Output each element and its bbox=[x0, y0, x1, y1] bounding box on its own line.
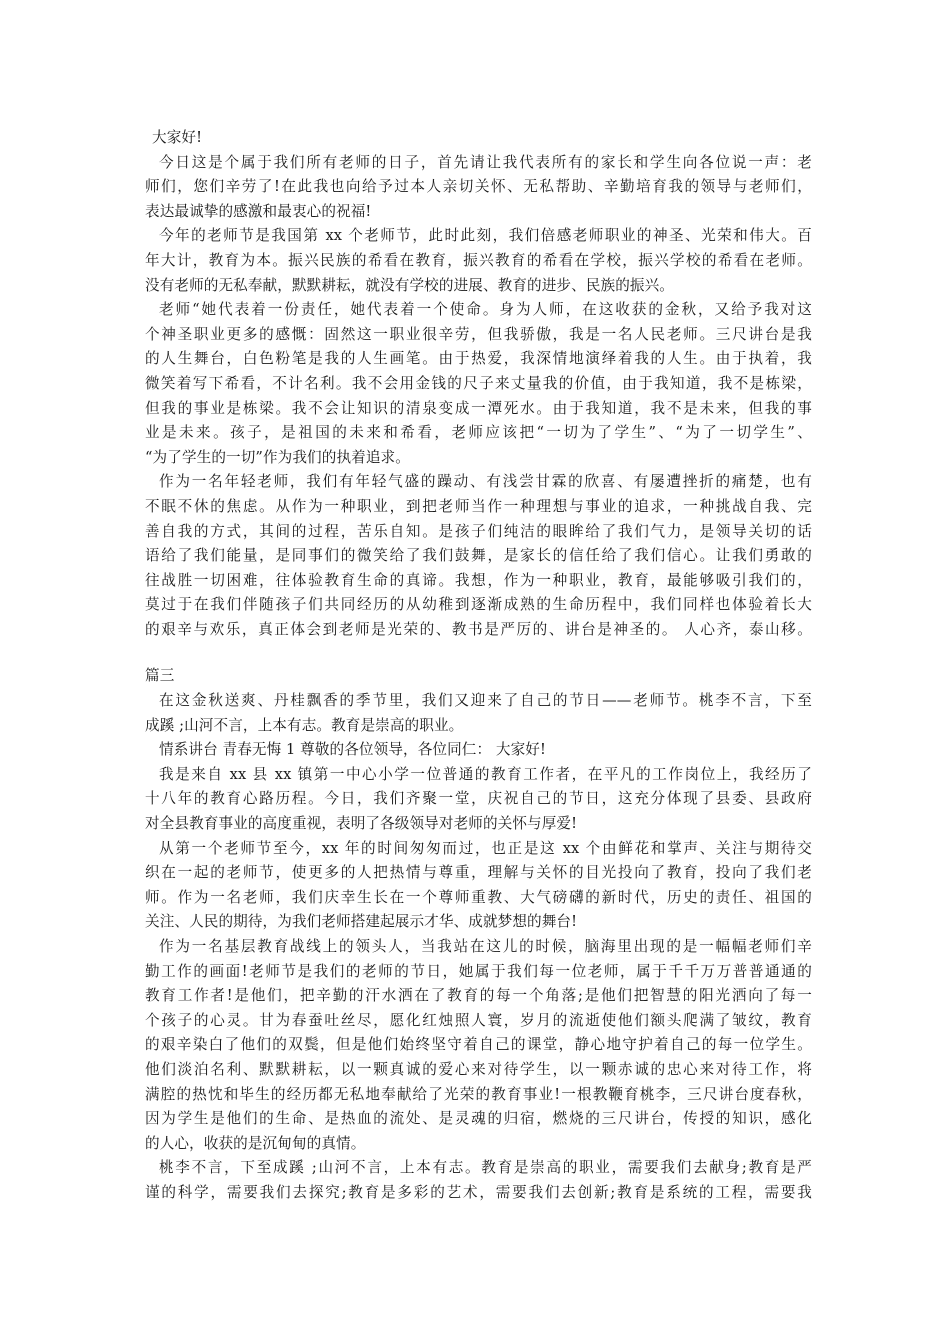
paragraph-s2-p6 bbox=[145, 1156, 812, 1205]
paragraph-s1-p2 bbox=[145, 224, 812, 298]
section-spacer bbox=[145, 642, 812, 664]
paragraph-s2-p2 bbox=[145, 738, 812, 763]
paragraph-s2-p5 bbox=[145, 935, 812, 1156]
text-line: 关注、人民的期待，为我们老师搭建起展示才华、成就梦想的舞台! bbox=[145, 913, 578, 931]
text-line: 的人心，收获的是沉甸甸的真情。 bbox=[145, 1134, 366, 1152]
text-line: 的艰辛与欢乐，真正体会到老师是光荣的、教书是严厉的、讲台是神圣的。 人心齐，泰山移。 bbox=[145, 620, 812, 638]
text-line: 业是未来。孩子，是祖国的未来和希看，老师应该把“一切为了学生”、“为了一切学生”、 bbox=[145, 424, 812, 442]
section-heading: 篇三 bbox=[145, 667, 175, 685]
text-line: 勤工作的画面!老师节是我们的老师的节日，她属于我们每一位老师，属于千千万万普普通通的 bbox=[145, 962, 812, 980]
text-line: 教育工作者!是他们，把辛勤的汗水洒在了教育的每一个角落;是他们把智慧的阳光洒向了每一 bbox=[145, 987, 812, 1005]
paragraph-s1-p1 bbox=[145, 151, 812, 225]
paragraph-s1-p3 bbox=[145, 298, 812, 470]
text-line: 在这金秋送爽、丹桂飘香的季节里，我们又迎来了自己的节日——老师节。桃李不言，下至 bbox=[159, 692, 812, 710]
text-line: 桃李不言，下至成蹊 ;山河不言，上本有志。教育是崇高的职业，需要我们去献身;教育是严 bbox=[159, 1159, 812, 1177]
text-line: 十八年的教育心路历程。今日，我们齐聚一堂，庆祝自己的节日，这充分体现了县委、县政府 bbox=[145, 790, 812, 808]
document-page bbox=[145, 126, 812, 1206]
text-line: 没有老师的无私奉献，默默耕耘，就没有学校的进展、教育的进步、民族的振兴。 bbox=[145, 276, 674, 294]
text-line: 师。作为一名老师，我们庆幸生长在一个尊师重教、大气磅礴的新时代，历史的责任、祖国的 bbox=[145, 888, 812, 906]
text-line: 师们，您们辛劳了!在此我也向给予过本人亲切关怀、无私帮助、辛勤培育我的领导与老师们， bbox=[145, 178, 812, 196]
greeting-line: 大家好! bbox=[152, 129, 203, 146]
text-line: 的艰辛染白了他们的双鬓，但是他们始终坚守着自己的课堂，静心地守护着自己的每一位学生。 bbox=[145, 1036, 812, 1054]
text-line: 从第一个老师节至今，xx 年的时间匆匆而过，也正是这 xx 个由鲜花和掌声、关注与期待交 bbox=[159, 839, 812, 857]
text-line: 今年的老师节是我国第 xx 个老师节，此时此刻，我们倍感老师职业的神圣、光荣和伟大。百 bbox=[159, 227, 812, 245]
text-line: 往战胜一切困难，往体验教育生命的真谛。我想，作为一种职业，教育，最能够吸引我们的， bbox=[145, 571, 812, 589]
text-line: 年大计，教育为本。振兴民族的希看在教育，振兴教育的希看在学校，振兴学校的希看在老师。 bbox=[145, 251, 812, 269]
text-line: 的人生舞台，白色粉笔是我的人生画笔。由于热爱，我深情地演绎着我的人生。由于执着，我 bbox=[145, 350, 812, 368]
text-line: 老师“她代表着一份责任，她代表着一个使命。身为人师，在这收获的金秋，又给予我对这 bbox=[159, 301, 812, 319]
text-line: 作为一名基层教育战线上的领头人，当我站在这儿的时候，脑海里出现的是一幅幅老师们辛 bbox=[159, 938, 812, 955]
text-line: 情系讲台 青春无悔 1 尊敬的各位领导，各位同仁： 大家好! bbox=[159, 741, 546, 759]
text-line: 对全县教育事业的高度重视，表明了各级领导对老师的关怀与厚爱! bbox=[145, 815, 578, 833]
paragraph-s2-p4 bbox=[145, 837, 812, 935]
text-line: 微笑着写下希看，不计名利。我不会用金钱的尺子来丈量我的价值，由于我知道，我不是栋梁， bbox=[145, 374, 812, 392]
text-line: 莫过于在我们伴随孩子们共同经历的从幼稚到逐渐成熟的生命历程中，我们同样也体验着长大 bbox=[145, 596, 812, 614]
text-line: 织在一起的老师节，使更多的人把热情与尊重，理解与关怀的目光投向了教育，投向了我们老 bbox=[145, 864, 812, 882]
text-line: 今日这是个属于我们所有老师的日子，首先请让我代表所有的家长和学生向各位说一声：老 bbox=[159, 153, 812, 171]
text-line: 谨的科学，需要我们去探究;教育是多彩的艺术，需要我们去创新;教育是系统的工程，需要我 bbox=[145, 1183, 812, 1201]
paragraph-s1-p4 bbox=[145, 470, 812, 642]
text-line: 表达最诚挚的感激和最衷心的祝福! bbox=[145, 202, 372, 220]
text-line: “为了学生的一切”作为我们的执着追求。 bbox=[145, 448, 410, 466]
text-line: 因为学生是他们的生命、是热血的流处、是灵魂的归宿，燃烧的三尺讲台，传授的知识，感化 bbox=[145, 1110, 812, 1128]
text-line: 但我的事业是栋梁。我不会让知识的清泉变成一潭死水。由于我知道，我不是未来，但我的事 bbox=[145, 399, 812, 417]
paragraph-s2-p3 bbox=[145, 763, 812, 837]
text-line: 个孩子的心灵。甘为春蚕吐丝尽，愿化红烛照人寰，岁月的流逝使他们额头爬满了皱纹，教育 bbox=[145, 1011, 812, 1029]
text-line: 满腔的热忱和毕生的经历都无私地奉献给了光荣的教育事业!一根教鞭育桃李，三尺讲台度春秋， bbox=[145, 1085, 812, 1103]
text-line: 个神圣职业更多的感慨：固然这一职业很辛劳，但我骄傲，我是一名人民老师。三尺讲台是我 bbox=[145, 325, 812, 343]
text-line: 善自我的方式，其间的过程，苦乐自知。是孩子们纯洁的眼眸给了我们气力，是领导关切的话 bbox=[145, 522, 812, 540]
text-line: 作为一名年轻老师，我们有年轻气盛的躁动、有浅尝甘霖的欣喜、有屡遭挫折的痛楚，也有 bbox=[159, 473, 812, 491]
text-line: 他们淡泊名利、默默耕耘，以一颗真诚的爱心来对待学生，以一颗赤诚的忠心来对待工作，将 bbox=[145, 1060, 812, 1078]
text-line: 不眠不休的焦虑。从作为一种职业，到把老师当作一种理想与事业的追求，一种挑战自我、完 bbox=[145, 497, 812, 515]
text-line: 我是来自 xx 县 xx 镇第一中心小学一位普通的教育工作者，在平凡的工作岗位上，我经历了 bbox=[159, 765, 812, 783]
text-line: 语给了我们能量，是同事们的微笑给了我们鼓舞，是家长的信任给了我们信心。让我们勇敢的 bbox=[145, 547, 812, 565]
paragraph-s2-p1 bbox=[145, 689, 812, 738]
text-line: 成蹊 ;山河不言，上本有志。教育是崇高的职业。 bbox=[145, 716, 464, 734]
